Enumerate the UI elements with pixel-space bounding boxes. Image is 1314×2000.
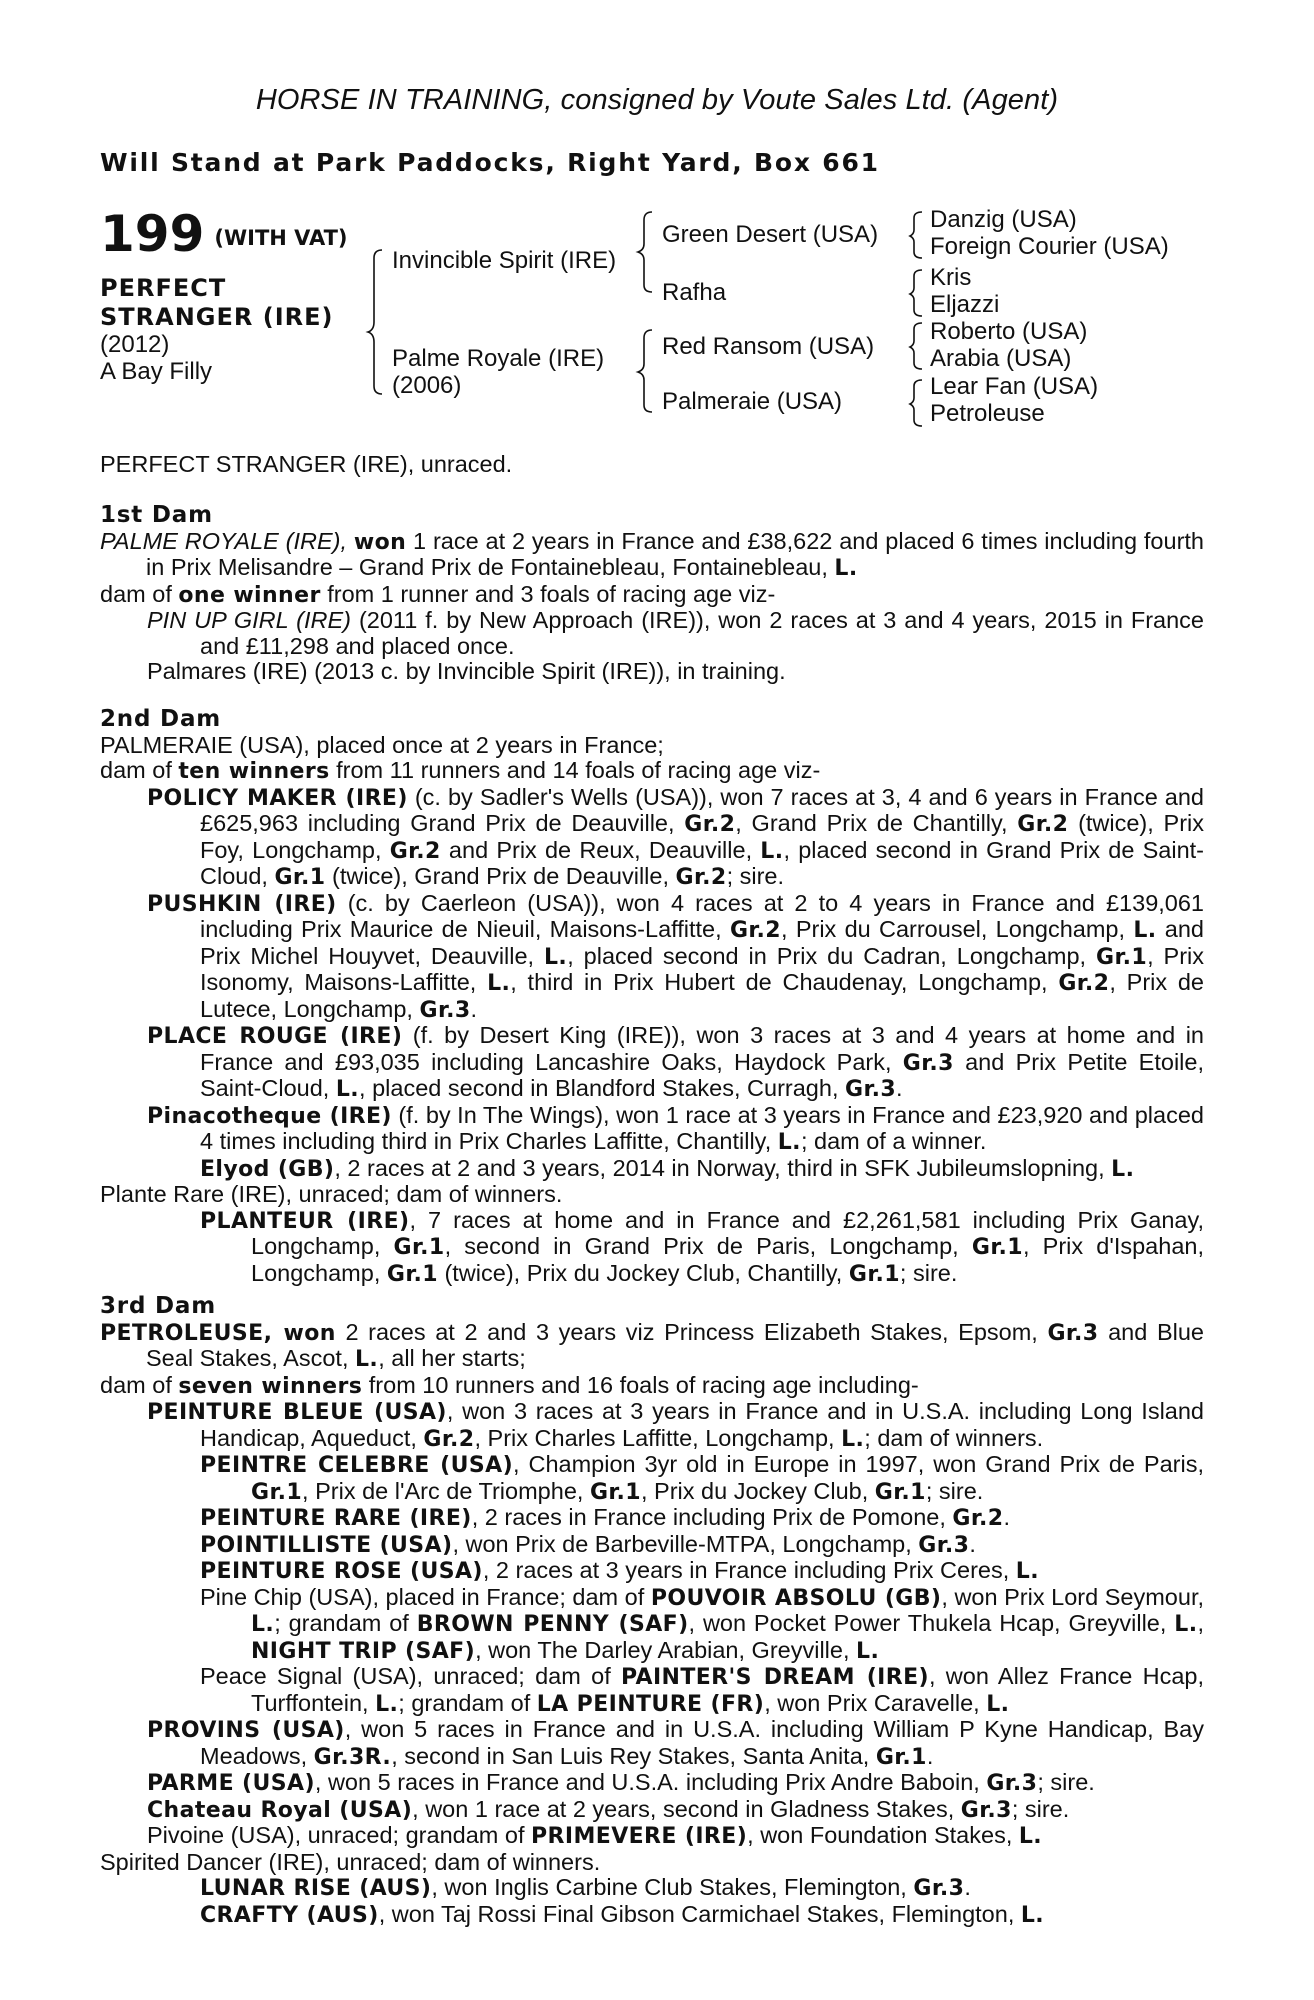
lot-number: 199 <box>100 205 205 263</box>
produce-pointilliste: POINTILLISTE (USA), won Prix de Barbeville-MTPA, Longchamp, Gr.3. <box>200 1530 976 1558</box>
produce-spirited-dancer: Spirited Dancer (IRE), unraced; dam of winners. <box>100 1848 601 1875</box>
first-dam-name: PALME ROYALE (IRE), <box>100 527 348 554</box>
third-dam-section <box>100 1294 1204 1928</box>
third-dam-produce-summary: dam of seven winners from 10 runners and 16 foals of racing age including- <box>100 1371 919 1399</box>
first-dam-produce-2: Palmares (IRE) (2013 c. by Invincible Spirit (IRE)), in training. <box>147 658 786 684</box>
produce-pivoine: Pivoine (USA), unraced; grandam of PRIMEVERE (IRE), won Foundation Stakes, L. <box>147 1822 1043 1849</box>
pedigree-g3-4: Eljazzi <box>930 291 1000 318</box>
produce-pinacotheque: Pinacotheque (IRE) (f. by In The Wings), won 1 race at 3 years in France and £23,920 and placed 4 times including third in Prix Charles Laffitte, Chantilly, L.; dam of a winner. <box>147 1101 1204 1155</box>
pedigree-dam: Palme Royale (IRE) <box>392 345 605 372</box>
produce-plante-rare: Plante Rare (IRE), unraced; dam of winners. <box>100 1181 563 1207</box>
produce-place-rouge: PLACE ROUGE (IRE) (f. by Desert King (IRE)), won 3 races at 3 and 4 years at home and in France and £93,035 including Lancashire Oaks, Haydock Park, Gr.3 and Prix Petite Etoile, Saint-Cloud, L., placed second in Blandford Stakes, Curragh, Gr.3. <box>147 1022 1204 1102</box>
pedigree-sire: Invincible Spirit (IRE) <box>392 247 617 274</box>
second-dam-record: PALMERAIE (USA), placed once at 2 years in France; <box>100 731 664 758</box>
produce-pushkin: PUSHKIN (IRE) (c. by Caerleon (USA)), won 4 races at 2 to 4 years in France and £139,061 including Prix Maurice de Nieuil, Maisons-Laffitte, Gr.2, Prix du Carrousel, Longchamp, L. and Prix Michel Houyvet, Deauville, L., placed second in Prix du Cadran, Longchamp, Gr.1, Prix Isonomy, Maisons-Laffitte, L., third in Prix Hubert de Chaudenay, Longchamp, Gr.2, Prix de Lutece, Longchamp, Gr.3. <box>147 889 1205 1023</box>
third-dam-record: PETROLEUSE, won 2 races at 2 and 3 years viz Princess Elizabeth Stakes, Epsom, Gr.3 and Blue Seal Stakes, Ascot, L., all her starts; <box>100 1318 1204 1372</box>
vat-note: (WITH VAT) <box>214 226 348 250</box>
pedigree-g3-6: Arabia (USA) <box>930 345 1072 372</box>
produce-peinture-bleue: PEINTURE BLEUE (USA), won 3 races at 3 years in France and in U.S.A. including Long Island Handicap, Aqueduct, Gr.2, Prix Charles Laffitte, Longchamp, L.; dam of winners. <box>147 1398 1205 1452</box>
horse-description: A Bay Filly <box>100 358 213 385</box>
produce-peintre-celebre: PEINTRE CELEBRE (USA), Champion 3yr old in Europe in 1997, won Grand Prix de Paris, Gr.1, Prix de l'Arc de Triomphe, Gr.1, Prix du Jockey Club, Gr.1; sire. <box>200 1451 1204 1505</box>
first-dam-produce-summary: dam of one winner from 1 runner and 3 foals of racing age viz- <box>100 580 776 608</box>
first-dam-section <box>100 503 1204 685</box>
produce-chateau-royal: Chateau Royal (USA), won 1 race at 2 years, second in Gladness Stakes, Gr.3; sire. <box>147 1795 1070 1823</box>
first-dam-record: PALME ROYALE (IRE), won 1 race at 2 years in France and £38,622 and placed 6 times including fourth in Prix Melisandre – Grand Prix de Fontainebleau, Fontainebleau, L. <box>100 527 1204 581</box>
pedigree-sire-dam: Rafha <box>662 279 727 306</box>
unraced-note: PERFECT STRANGER (IRE), unraced. <box>100 451 513 477</box>
pedigree-brackets <box>0 0 1314 440</box>
stand-location: Will Stand at Park Paddocks, Right Yard, Box 661 <box>100 148 880 177</box>
produce-parme: PARME (USA), won 5 races in France and U.S.A. including Prix Andre Baboin, Gr.3; sire. <box>147 1769 1095 1796</box>
pedigree-g3-5: Roberto (USA) <box>930 318 1088 345</box>
pedigree-g3-1: Danzig (USA) <box>930 206 1077 233</box>
pedigree-sire-sire: Green Desert (USA) <box>662 221 879 248</box>
produce-pine-chip: Pine Chip (USA), placed in France; dam of POUVOIR ABSOLU (GB), won Prix Lord Seymour, L.; grandam of BROWN PENNY (SAF), won Pocket Power Thukela Hcap, Greyville, L., NIGHT TRIP (SAF), won The Darley Arabian, Greyville, L. <box>200 1583 1204 1664</box>
pedigree-g3-2: Foreign Courier (USA) <box>930 233 1169 260</box>
second-dam-produce-summary: dam of ten winners from 11 runners and 14 foals of racing age viz- <box>100 757 821 784</box>
horse-name-line1: PERFECT <box>100 274 227 302</box>
produce-provins: PROVINS (USA), won 5 races in France and in U.S.A. including William P Kyne Handicap, Bay Meadows, Gr.3R., second in San Luis Rey Stakes, Santa Anita, Gr.1. <box>147 1716 1204 1770</box>
page-heading: HORSE IN TRAINING, consigned by Voute Sales Ltd. (Agent) <box>255 84 1059 116</box>
produce-peinture-rose: PEINTURE ROSE (USA), 2 races at 3 years in France including Prix Ceres, L. <box>200 1557 1039 1584</box>
third-dam-title: 3rd Dam <box>100 1293 216 1319</box>
produce-peace-signal: Peace Signal (USA), unraced; dam of PAINTER'S DREAM (IRE), won Allez France Hcap, Turffontein, L.; grandam of LA PEINTURE (FR), won Prix Caravelle, L. <box>200 1663 1204 1717</box>
produce-lunar-rise: LUNAR RISE (AUS), won Inglis Carbine Club Stakes, Flemington, Gr.3. <box>200 1874 971 1901</box>
pedigree-dam-sire: Red Ransom (USA) <box>662 333 875 360</box>
foaling-year: (2012) <box>100 331 170 358</box>
second-dam-title: 2nd Dam <box>100 706 222 732</box>
pedigree-g3-3: Kris <box>930 264 972 291</box>
produce-peinture-rare: PEINTURE RARE (IRE), 2 races in France including Prix de Pomone, Gr.2. <box>200 1504 1010 1531</box>
pedigree-dam-dam: Palmeraie (USA) <box>662 388 843 415</box>
produce-policy-maker: POLICY MAKER (IRE) (c. by Sadler's Wells (USA)), won 7 races at 3, 4 and 6 years in France and £625,963 including Grand Prix de Deauville, Gr.2, Grand Prix de Chantilly, Gr.2 (twice), Prix Foy, Longchamp, Gr.2 and Prix de Reux, Deauville, L., placed second in Grand Prix de Saint-Cloud, Gr.1 (twice), Grand Prix de Deauville, Gr.2; sire. <box>147 783 1204 890</box>
pedigree-g3-8: Petroleuse <box>930 400 1045 427</box>
horse-name-line2: STRANGER (IRE) <box>100 303 334 331</box>
pedigree-g3-7: Lear Fan (USA) <box>930 373 1099 400</box>
second-dam-section <box>100 707 1204 1287</box>
first-dam-produce-1: PIN UP GIRL (IRE) (2011 f. by New Approach (IRE)), won 2 races at 3 and 4 years, 2015 in France and £11,298 and placed once. <box>147 607 1204 659</box>
first-dam-title: 1st Dam <box>100 502 213 528</box>
produce-planteur: PLANTEUR (IRE), 7 races at home and in France and £2,261,581 including Prix Ganay, Longchamp, Gr.1, second in Grand Prix de Paris, Longchamp, Gr.1, Prix d'Ispahan, Longchamp, Gr.1 (twice), Prix du Jockey Club, Chantilly, Gr.1; sire. <box>200 1206 1204 1287</box>
produce-elyod: Elyod (GB), 2 races at 2 and 3 years, 2014 in Norway, third in SFK Jubileumslopning, L. <box>200 1154 1135 1182</box>
produce-crafty: CRAFTY (AUS), won Taj Rossi Final Gibson Carmichael Stakes, Flemington, L. <box>200 1900 1045 1928</box>
pedigree-dam-year: (2006) <box>392 372 462 399</box>
